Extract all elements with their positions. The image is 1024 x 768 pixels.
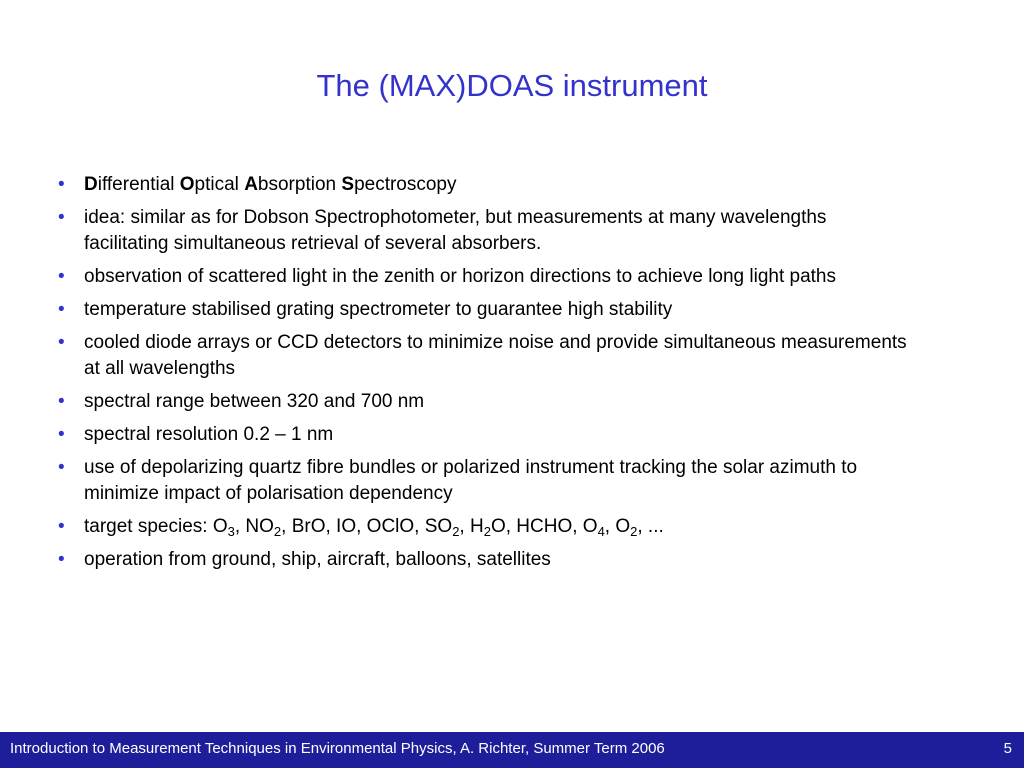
text-segment: spectral range between 320 and 700 nm <box>84 391 425 412</box>
bullet-text <box>84 174 457 195</box>
text-segment: cooled diode arrays or CCD detectors to minimize noise and provide simultaneous measurements at all wavelengths <box>84 332 907 379</box>
subscript: 2 <box>273 524 282 539</box>
text-segment: temperature stabilised grating spectrometer to guarantee high stability <box>84 299 673 320</box>
text-segment: observation of scattered light in the zenith or horizon directions to achieve long light paths <box>84 266 837 287</box>
bullet-item <box>58 172 908 198</box>
slide-footer <box>0 732 1024 768</box>
text-segment: pectroscopy <box>354 174 457 195</box>
bullet-marker-icon: • <box>58 174 65 195</box>
bullet-text <box>84 424 333 445</box>
bullet-marker-icon: • <box>58 332 65 353</box>
bullet-item <box>58 514 908 540</box>
bullet-item <box>58 297 908 323</box>
bullet-item <box>58 389 908 415</box>
text-segment: use of depolarizing quartz fibre bundles or polarized instrument tracking the solar azimuth to minimize impact of polarisation dependency <box>84 457 858 504</box>
text-segment: operation from ground, ship, aircraft, balloons, satellites <box>84 549 551 570</box>
text-segment: idea: similar as for Dobson Spectrophotometer, but measurements at many wavelengths facilitating simultaneous retrieval of several absorbers. <box>84 207 827 254</box>
bullet-marker-icon: • <box>58 266 65 287</box>
bullet-item <box>58 547 908 573</box>
bullet-text <box>84 549 551 570</box>
bold-initial: A <box>244 174 258 195</box>
text-segment: , ... <box>637 516 664 537</box>
bullet-marker-icon: • <box>58 299 65 320</box>
subscript: 3 <box>227 524 235 539</box>
bullet-text <box>84 457 857 504</box>
footer-text: Introduction to Measurement Techniques in Environmental Physics, A. Richter, Summer Term 2006 <box>10 740 665 757</box>
text-segment: bsorption <box>257 174 342 195</box>
bullet-text <box>84 391 424 412</box>
bullet-marker-icon: • <box>58 549 65 570</box>
subscript: 2 <box>483 524 491 539</box>
bold-initial: D <box>84 174 98 195</box>
subscript: 4 <box>597 524 605 539</box>
text-segment: , O <box>604 516 631 537</box>
bullet-item <box>58 264 908 290</box>
bullet-item <box>58 205 908 257</box>
text-segment: , NO <box>234 516 274 537</box>
slide-title: The (MAX)DOAS instrument <box>316 68 708 103</box>
text-segment: ifferential <box>97 174 180 195</box>
text-segment: O, HCHO, O <box>490 516 598 537</box>
page-number: 5 <box>1003 740 1012 757</box>
bullet-item <box>58 455 908 507</box>
text-segment: spectral resolution 0.2 – 1 nm <box>84 424 334 445</box>
bullet-text <box>84 207 826 254</box>
bullet-text <box>84 299 672 320</box>
text-segment: target species: O <box>84 516 228 537</box>
bullet-marker-icon: • <box>58 516 65 537</box>
subscript: 2 <box>630 524 638 539</box>
bullet-marker-icon: • <box>58 424 65 445</box>
bullet-item <box>58 422 908 448</box>
bullet-item <box>58 330 908 382</box>
bullet-text <box>84 332 907 379</box>
text-segment: , BrO, IO, OClO, SO <box>281 516 453 537</box>
bullet-marker-icon: • <box>58 207 65 228</box>
text-segment: , H <box>459 516 484 537</box>
bullet-marker-icon: • <box>58 457 65 478</box>
subscript: 2 <box>452 524 460 539</box>
bullet-list <box>58 172 908 580</box>
bullet-marker-icon: • <box>58 391 65 412</box>
bold-initial: S <box>341 174 355 195</box>
bullet-text <box>84 516 664 537</box>
text-segment: ptical <box>194 174 245 195</box>
bold-initial: O <box>179 174 195 195</box>
bullet-text <box>84 266 836 287</box>
